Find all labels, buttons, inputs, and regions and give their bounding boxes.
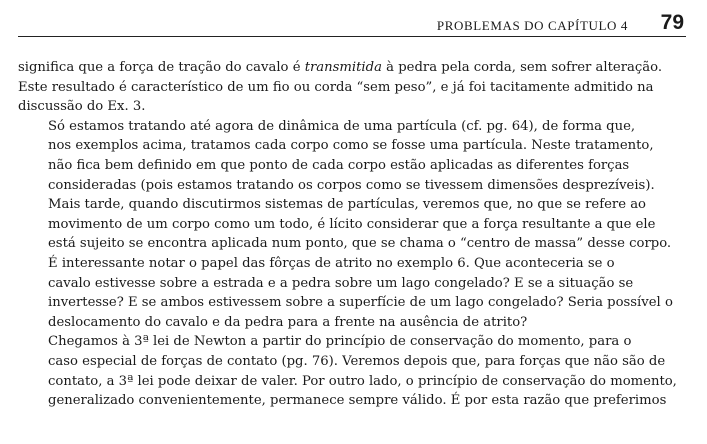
text-line: invertesse? E se ambos estivessem sobre a superfície de um lago congelado? Seria possível o bbox=[48, 295, 673, 311]
text-line: caso especial de forças de contato (pg. 76). Veremos depois que, para forças que não são de bbox=[48, 353, 666, 369]
text-line: não fica bem definido em que ponto de cada corpo estão aplicadas as diferentes forças bbox=[48, 157, 630, 173]
text-line: contato, a 3ª lei pode deixar de valer. Por outro lado, o princípio de conservação do momento, bbox=[48, 373, 677, 389]
paragraph-3 bbox=[18, 254, 684, 332]
paragraph-1 bbox=[18, 58, 684, 117]
text-line: Só estamos tratando até agora de dinâmica de uma partícula (cf. pg. 64), de forma que, bbox=[48, 118, 636, 134]
text-line: cavalo estivesse sobre a estrada e a pedra sobre um lago congelado? E se a situação se bbox=[48, 275, 634, 291]
text-line: Mais tarde, quando discutirmos sistemas de partículas, veremos que, no que se refere ao bbox=[48, 197, 646, 213]
text-line: deslocamento do cavalo e da pedra para a frente na ausência de atrito? bbox=[48, 314, 528, 330]
text-line: está sujeito se encontra aplicada num ponto, que se chama o “centro de massa” desse corpo. bbox=[48, 236, 672, 252]
page-number: 79 bbox=[660, 11, 684, 34]
text-line: nos exemplos acima, tratamos cada corpo como se fosse uma partícula. Neste tratamento, bbox=[48, 138, 654, 154]
chapter-title: PROBLEMAS DO CAPÍTULO 4 bbox=[436, 18, 628, 33]
text-line: generalizado convenientemente, permanece sempre válido. É por esta razão que preferimos bbox=[48, 393, 667, 409]
paragraph-4 bbox=[18, 332, 684, 410]
text-line: Este resultado é característico de um fio ou corda “sem peso”, e já foi tacitamente admitido na bbox=[18, 79, 654, 95]
text-line: discussão do Ex. 3. bbox=[18, 99, 146, 115]
text-run: significa que a força de tração do cavalo é bbox=[18, 60, 305, 75]
running-header bbox=[18, 6, 686, 37]
paragraph-2 bbox=[18, 117, 684, 254]
text-line: Chegamos à 3ª lei de Newton a partir do princípio de conservação do momento, para o bbox=[48, 334, 632, 350]
text-line: consideradas (pois estamos tratando os corpos como se tivessem dimensões desprezíveis). bbox=[48, 177, 655, 193]
text-run: à pedra pela corda, sem sofrer alteração. bbox=[381, 60, 663, 75]
text-line: movimento de um corpo como um todo, é lícito considerar que a força resultante a que ele bbox=[48, 216, 656, 232]
text-line bbox=[18, 58, 684, 78]
body-text bbox=[18, 58, 684, 411]
emphasis-text: transmitida bbox=[304, 60, 382, 75]
text-line: É interessante notar o papel das fôrças de atrito no exemplo 6. Que aconteceria se o bbox=[48, 255, 615, 271]
